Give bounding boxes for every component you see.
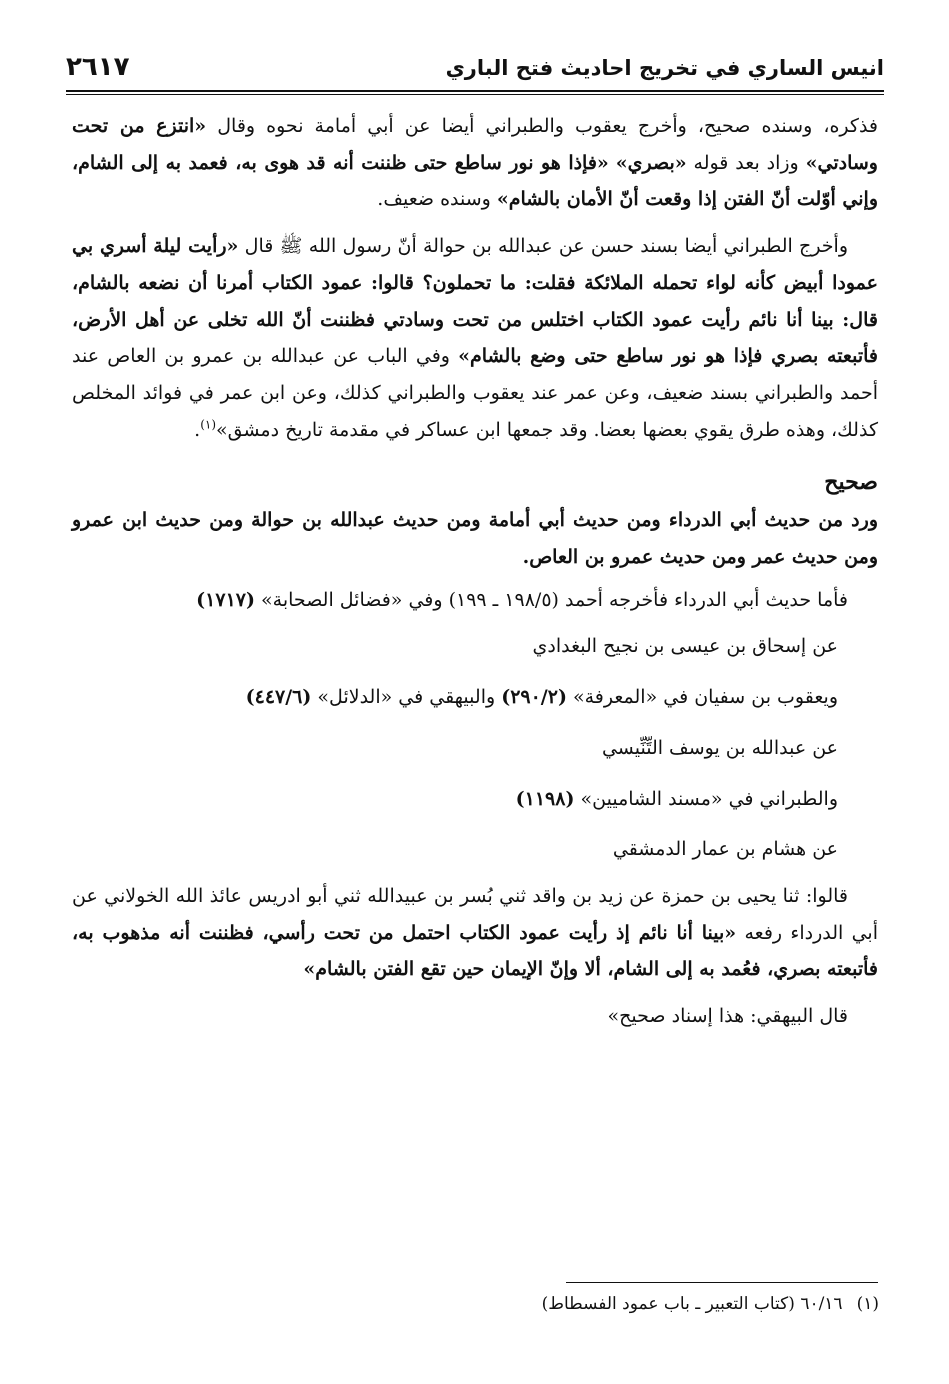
header-rule-thin xyxy=(66,94,884,95)
page-body xyxy=(72,108,878,1035)
paragraph-5 xyxy=(72,878,878,988)
hadith-quote: «رأيت ليلة أسري بي عمودا أبيض كأنه لواء تحمله الملائكة فقلت: ما تحملون؟ قالوا: عمود الكتاب أمرنا أن نضعه بالشام، قال: بينا أنا نائم رأيت عمود الكتاب اختلس من تحت وسادتي فظننت أنّ الله تخلى عن أهل الأرض، فأتبعته بصري فإذا هو نور ساطع حتى وضع بالشام» xyxy=(72,235,878,368)
paragraph-2 xyxy=(72,228,878,448)
page-number: ٢٦١٧ xyxy=(66,52,130,82)
text-run: وأخرج الطبراني أيضا بسند حسن عن عبدالله بن حوالة أنّ رسول الله ﷺ قال xyxy=(238,235,848,258)
hadith-quote: «بصري» xyxy=(615,151,687,174)
footnote-reference[interactable]: (١) xyxy=(200,417,217,432)
text-run: وفي الباب عن عبدالله بن عمرو بن العاص عند أحمد والطبراني بسند ضعيف، وعن عمر عند يعقوب والطبراني كذلك، وعن ابن عمر في فوائد المخلص كذلك، وهذه طرق يقوي بعضها بعضا. وقد جمعها ابن عساكر في مقدمة تاريخ دمشق» xyxy=(72,345,878,441)
chain-line: عن إسحاق بن عيسى بن نجيح البغدادي xyxy=(532,635,838,658)
text-run: وزاد بعد قوله xyxy=(686,151,806,174)
reference-number: (١١٩٨) xyxy=(515,787,575,810)
text-run: فذكره، وسنده صحيح، وأخرج يعقوب والطبراني أيضا عن أبي أمامة نحوه وقال xyxy=(206,115,878,137)
section-heading: صحيح xyxy=(824,469,878,496)
text-run: فأما حديث أبي الدرداء فأخرجه أحمد (١٩٨/٥ ـ ١٩٩) وفي «فضائل الصحابة» xyxy=(255,588,848,611)
running-header xyxy=(66,50,884,88)
text-run xyxy=(609,152,616,174)
chain-line: عن هشام بن عمار الدمشقي xyxy=(612,838,838,861)
chain-line xyxy=(72,781,838,818)
footnote-text: ٦٠/١٦ (كتاب التعبير ـ باب عمود الفسطاط) xyxy=(541,1294,843,1314)
footnote-rule xyxy=(566,1282,878,1283)
reference-number: (٤٤٧/٦) xyxy=(245,686,312,709)
text-run: وسنده ضعيف. xyxy=(377,188,497,211)
isnad-chain xyxy=(72,628,878,868)
hadith-quote: «فإذا هو نور ساطع حتى ظننت أنه قد هوى به، فعمد به إلى الشام، وإني أوّلت أنّ الفتن إذا وقعت أنّ الأمان بالشام» xyxy=(72,151,878,211)
text-run: والطبراني في «مسند الشاميين» xyxy=(574,787,838,810)
paragraph-1 xyxy=(72,108,878,218)
book-title: انيس الساري في تخريج احاديث فتح الباري xyxy=(445,56,884,80)
chain-line: عن عبدالله بن يوسف التِّنِّيسي xyxy=(601,736,838,759)
reference-number: (٢٩٠/٢) xyxy=(501,686,567,709)
header-rule xyxy=(66,90,884,92)
hadith-quote: «بينا أنا نائم إذ رأيت عمود الكتاب احتمل من تحت رأسي، فظننت أنه مذهوب به، فأتبعته بصري، فعُمد به إلى الشام، ألا وإنّ الإيمان حين تقع الفتن بالشام» xyxy=(72,921,878,981)
paragraph-4 xyxy=(72,582,878,619)
hadith-quote: «انتزع من تحت وسادتي» xyxy=(72,115,878,174)
paragraph-3: ورد من حديث أبي الدرداء ومن حديث أبي أمامة ومن حديث عبدالله بن حوالة ومن حديث ابن عمرو ومن حديث عمر ومن حديث عمرو بن العاص. xyxy=(72,509,878,569)
footnote xyxy=(542,1294,879,1314)
chain-line xyxy=(72,679,838,716)
text-run: والبيهقي في «الدلائل» xyxy=(311,686,502,709)
reference-number: (١٧١٧) xyxy=(196,588,255,611)
footnote-number: (١) xyxy=(856,1294,879,1314)
paragraph-6: قال البيهقي: هذا إسناد صحيح» xyxy=(607,1005,848,1028)
text-run: قالوا: ثنا يحيى بن حمزة عن زيد بن واقد ثني بُسر بن عبيدالله ثني أبو ادريس عائذ الله الخولاني عن أبي الدرداء رفعه xyxy=(72,884,878,944)
text-run: ويعقوب بن سفيان في «المعرفة» xyxy=(566,686,838,709)
text-run: . xyxy=(194,418,201,441)
